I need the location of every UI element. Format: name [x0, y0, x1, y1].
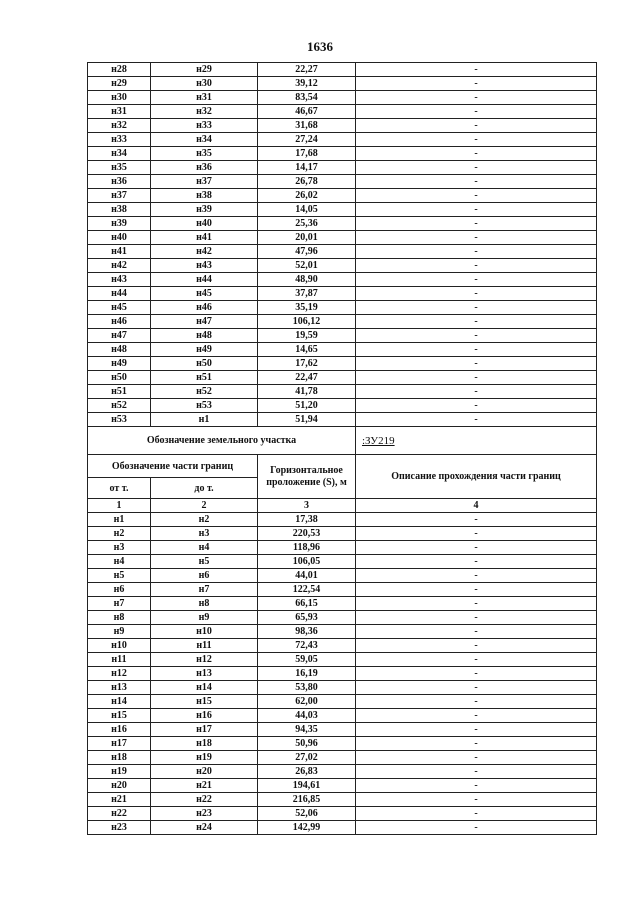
to-header: до т. — [151, 478, 258, 499]
table-row — [88, 315, 597, 329]
table-row — [88, 751, 597, 765]
table-row — [88, 709, 597, 723]
from-point: н17 — [88, 737, 151, 751]
table-row — [88, 737, 597, 751]
table-row — [88, 273, 597, 287]
to-point: н39 — [151, 203, 258, 217]
horizontal-distance: 22,47 — [258, 371, 356, 385]
horizontal-distance: 41,78 — [258, 385, 356, 399]
table-row — [88, 189, 597, 203]
table-row — [88, 133, 597, 147]
to-point: н12 — [151, 653, 258, 667]
horizontal-distance: 47,96 — [258, 245, 356, 259]
table-row — [88, 217, 597, 231]
from-point: н39 — [88, 217, 151, 231]
horizontal-distance: 220,53 — [258, 527, 356, 541]
description: - — [356, 639, 597, 653]
horizontal-distance: 26,02 — [258, 189, 356, 203]
description: - — [356, 385, 597, 399]
horizontal-distance: 22,27 — [258, 63, 356, 77]
horizontal-distance: 27,02 — [258, 751, 356, 765]
table-row — [88, 245, 597, 259]
from-point: н33 — [88, 133, 151, 147]
to-point: н6 — [151, 569, 258, 583]
plot-label: Обозначение земельного участка — [88, 427, 356, 455]
description: - — [356, 625, 597, 639]
from-point: н48 — [88, 343, 151, 357]
boundary-part-header: Обозначение части границ — [88, 455, 258, 478]
horizontal-distance: 44,03 — [258, 709, 356, 723]
table-row — [88, 583, 597, 597]
horizontal-distance: 51,20 — [258, 399, 356, 413]
column-header-row — [88, 455, 597, 478]
from-point: н51 — [88, 385, 151, 399]
table-row — [88, 723, 597, 737]
table-row — [88, 357, 597, 371]
to-point: н23 — [151, 807, 258, 821]
horizontal-distance: 17,62 — [258, 357, 356, 371]
table-row — [88, 807, 597, 821]
description: - — [356, 273, 597, 287]
from-point: н23 — [88, 821, 151, 835]
to-point: н17 — [151, 723, 258, 737]
description: - — [356, 513, 597, 527]
from-point: н7 — [88, 597, 151, 611]
from-point: н49 — [88, 357, 151, 371]
table-row — [88, 343, 597, 357]
horizontal-distance: 118,96 — [258, 541, 356, 555]
horizontal-distance: 94,35 — [258, 723, 356, 737]
from-point: н16 — [88, 723, 151, 737]
to-point: н22 — [151, 793, 258, 807]
column-number-3: 3 — [258, 499, 356, 513]
section-one-body — [88, 63, 597, 427]
description: - — [356, 343, 597, 357]
table-row — [88, 639, 597, 653]
horizontal-distance: 65,93 — [258, 611, 356, 625]
table-row — [88, 161, 597, 175]
table-row — [88, 175, 597, 189]
table-row — [88, 63, 597, 77]
from-point: н13 — [88, 681, 151, 695]
horizontal-distance: 122,54 — [258, 583, 356, 597]
table-row — [88, 695, 597, 709]
from-point: н52 — [88, 399, 151, 413]
description: - — [356, 765, 597, 779]
from-point: н30 — [88, 91, 151, 105]
to-point: н1 — [151, 413, 258, 427]
plot-header-row — [88, 427, 597, 455]
from-point: н53 — [88, 413, 151, 427]
description: - — [356, 695, 597, 709]
to-point: н34 — [151, 133, 258, 147]
description: - — [356, 301, 597, 315]
to-point: н20 — [151, 765, 258, 779]
horizontal-distance: 53,80 — [258, 681, 356, 695]
to-point: н46 — [151, 301, 258, 315]
description: - — [356, 91, 597, 105]
description: - — [356, 217, 597, 231]
table-row — [88, 231, 597, 245]
table-row — [88, 147, 597, 161]
horizontal-distance: 35,19 — [258, 301, 356, 315]
to-point: н44 — [151, 273, 258, 287]
from-point: н20 — [88, 779, 151, 793]
horizontal-distance: 27,24 — [258, 133, 356, 147]
table-row — [88, 77, 597, 91]
horizontal-distance: 62,00 — [258, 695, 356, 709]
table-row — [88, 413, 597, 427]
horizontal-distance: 51,94 — [258, 413, 356, 427]
horizontal-distance: 14,17 — [258, 161, 356, 175]
horizontal-distance: 44,01 — [258, 569, 356, 583]
to-point: н13 — [151, 667, 258, 681]
description: - — [356, 329, 597, 343]
to-point: н29 — [151, 63, 258, 77]
from-point: н14 — [88, 695, 151, 709]
table-row — [88, 779, 597, 793]
horizontal-distance: 48,90 — [258, 273, 356, 287]
to-point: н32 — [151, 105, 258, 119]
description: - — [356, 779, 597, 793]
from-point: н8 — [88, 611, 151, 625]
table-row — [88, 821, 597, 835]
horizontal-distance: 39,12 — [258, 77, 356, 91]
from-point: н9 — [88, 625, 151, 639]
description: - — [356, 189, 597, 203]
to-point: н19 — [151, 751, 258, 765]
description: - — [356, 371, 597, 385]
column-number-row — [88, 499, 597, 513]
from-point: н10 — [88, 639, 151, 653]
description: - — [356, 723, 597, 737]
table-row — [88, 653, 597, 667]
description: - — [356, 77, 597, 91]
table-row — [88, 203, 597, 217]
to-point: н40 — [151, 217, 258, 231]
to-point: н8 — [151, 597, 258, 611]
description: - — [356, 653, 597, 667]
horizontal-distance: 26,83 — [258, 765, 356, 779]
horizontal-distance: 216,85 — [258, 793, 356, 807]
to-point: н24 — [151, 821, 258, 835]
horizontal-distance: 17,38 — [258, 513, 356, 527]
horizontal-distance: 26,78 — [258, 175, 356, 189]
table-row — [88, 625, 597, 639]
table-row — [88, 119, 597, 133]
horizontal-distance: 52,01 — [258, 259, 356, 273]
to-point: н42 — [151, 245, 258, 259]
horizontal-distance: 16,19 — [258, 667, 356, 681]
description: - — [356, 597, 597, 611]
description: - — [356, 527, 597, 541]
table-row — [88, 527, 597, 541]
from-point: н44 — [88, 287, 151, 301]
from-point: н28 — [88, 63, 151, 77]
horizontal-distance: 31,68 — [258, 119, 356, 133]
description: - — [356, 667, 597, 681]
from-point: н34 — [88, 147, 151, 161]
horizontal-distance: 46,67 — [258, 105, 356, 119]
from-point: н36 — [88, 175, 151, 189]
description: - — [356, 63, 597, 77]
from-point: н35 — [88, 161, 151, 175]
description: - — [356, 611, 597, 625]
from-point: н40 — [88, 231, 151, 245]
to-point: н2 — [151, 513, 258, 527]
from-point: н41 — [88, 245, 151, 259]
horizontal-distance: 142,99 — [258, 821, 356, 835]
section-two-header — [88, 427, 597, 513]
to-point: н5 — [151, 555, 258, 569]
description: - — [356, 357, 597, 371]
from-point: н29 — [88, 77, 151, 91]
description: - — [356, 807, 597, 821]
from-point: н45 — [88, 301, 151, 315]
table-row — [88, 681, 597, 695]
horizontal-distance: 14,65 — [258, 343, 356, 357]
table-row — [88, 611, 597, 625]
horizontal-distance: 106,12 — [258, 315, 356, 329]
horizontal-distance: 19,59 — [258, 329, 356, 343]
description: - — [356, 569, 597, 583]
from-point: н18 — [88, 751, 151, 765]
from-point: н11 — [88, 653, 151, 667]
description: - — [356, 287, 597, 301]
from-point: н47 — [88, 329, 151, 343]
from-point: н42 — [88, 259, 151, 273]
description: - — [356, 161, 597, 175]
horizontal-distance: 17,68 — [258, 147, 356, 161]
to-point: н52 — [151, 385, 258, 399]
page-number: 1636 — [307, 39, 333, 54]
to-point: н7 — [151, 583, 258, 597]
to-point: н53 — [151, 399, 258, 413]
horizontal-distance: 72,43 — [258, 639, 356, 653]
from-point: н31 — [88, 105, 151, 119]
description: - — [356, 541, 597, 555]
to-point: н48 — [151, 329, 258, 343]
description: - — [356, 399, 597, 413]
horizontal-header: Горизонтальное проложение (S), м — [258, 455, 356, 499]
to-point: н36 — [151, 161, 258, 175]
column-number-1: 1 — [88, 499, 151, 513]
from-point: н21 — [88, 793, 151, 807]
description: - — [356, 709, 597, 723]
from-point: н2 — [88, 527, 151, 541]
from-point: н43 — [88, 273, 151, 287]
description-header: Описание прохождения части границ — [356, 455, 597, 499]
horizontal-distance: 37,87 — [258, 287, 356, 301]
to-point: н43 — [151, 259, 258, 273]
to-point: н38 — [151, 189, 258, 203]
table-row — [88, 513, 597, 527]
description: - — [356, 119, 597, 133]
table-row — [88, 667, 597, 681]
description: - — [356, 245, 597, 259]
column-number-4: 4 — [356, 499, 597, 513]
to-point: н41 — [151, 231, 258, 245]
to-point: н45 — [151, 287, 258, 301]
from-point: н38 — [88, 203, 151, 217]
table-row — [88, 91, 597, 105]
to-point: н11 — [151, 639, 258, 653]
description: - — [356, 147, 597, 161]
table-row — [88, 765, 597, 779]
table-row — [88, 793, 597, 807]
section-two-body — [88, 513, 597, 835]
from-point: н15 — [88, 709, 151, 723]
to-point: н3 — [151, 527, 258, 541]
from-point: н6 — [88, 583, 151, 597]
description: - — [356, 315, 597, 329]
horizontal-distance: 66,15 — [258, 597, 356, 611]
to-point: н18 — [151, 737, 258, 751]
horizontal-distance: 98,36 — [258, 625, 356, 639]
to-point: н15 — [151, 695, 258, 709]
horizontal-distance: 106,05 — [258, 555, 356, 569]
from-point: н12 — [88, 667, 151, 681]
to-point: н50 — [151, 357, 258, 371]
table-row — [88, 597, 597, 611]
to-point: н37 — [151, 175, 258, 189]
horizontal-distance: 20,01 — [258, 231, 356, 245]
table-row — [88, 287, 597, 301]
from-point: н1 — [88, 513, 151, 527]
description: - — [356, 231, 597, 245]
to-point: н21 — [151, 779, 258, 793]
to-point: н10 — [151, 625, 258, 639]
from-point: н46 — [88, 315, 151, 329]
table-row — [88, 329, 597, 343]
description: - — [356, 681, 597, 695]
from-point: н37 — [88, 189, 151, 203]
table-row — [88, 569, 597, 583]
to-point: н31 — [151, 91, 258, 105]
column-number-2: 2 — [151, 499, 258, 513]
description: - — [356, 793, 597, 807]
description: - — [356, 175, 597, 189]
to-point: н51 — [151, 371, 258, 385]
table-row — [88, 555, 597, 569]
table-row — [88, 105, 597, 119]
horizontal-distance: 59,05 — [258, 653, 356, 667]
horizontal-distance: 25,36 — [258, 217, 356, 231]
from-point: н5 — [88, 569, 151, 583]
from-point: н19 — [88, 765, 151, 779]
description: - — [356, 737, 597, 751]
boundary-table — [87, 62, 597, 835]
to-point: н30 — [151, 77, 258, 91]
horizontal-distance: 83,54 — [258, 91, 356, 105]
horizontal-distance: 50,96 — [258, 737, 356, 751]
to-point: н49 — [151, 343, 258, 357]
table-row — [88, 541, 597, 555]
description: - — [356, 751, 597, 765]
to-point: н33 — [151, 119, 258, 133]
table-row — [88, 399, 597, 413]
description: - — [356, 259, 597, 273]
description: - — [356, 133, 597, 147]
to-point: н35 — [151, 147, 258, 161]
description: - — [356, 821, 597, 835]
plot-id: :ЗУ219 — [356, 427, 597, 455]
to-point: н4 — [151, 541, 258, 555]
description: - — [356, 203, 597, 217]
from-point: н4 — [88, 555, 151, 569]
to-point: н9 — [151, 611, 258, 625]
description: - — [356, 413, 597, 427]
table-row — [88, 385, 597, 399]
to-point: н47 — [151, 315, 258, 329]
to-point: н16 — [151, 709, 258, 723]
table-row — [88, 371, 597, 385]
to-point: н14 — [151, 681, 258, 695]
horizontal-distance: 194,61 — [258, 779, 356, 793]
horizontal-distance: 14,05 — [258, 203, 356, 217]
from-point: н50 — [88, 371, 151, 385]
from-point: н32 — [88, 119, 151, 133]
description: - — [356, 105, 597, 119]
description: - — [356, 583, 597, 597]
horizontal-distance: 52,06 — [258, 807, 356, 821]
table-row — [88, 301, 597, 315]
from-header: от т. — [88, 478, 151, 499]
from-point: н22 — [88, 807, 151, 821]
table-row — [88, 259, 597, 273]
description: - — [356, 555, 597, 569]
from-point: н3 — [88, 541, 151, 555]
